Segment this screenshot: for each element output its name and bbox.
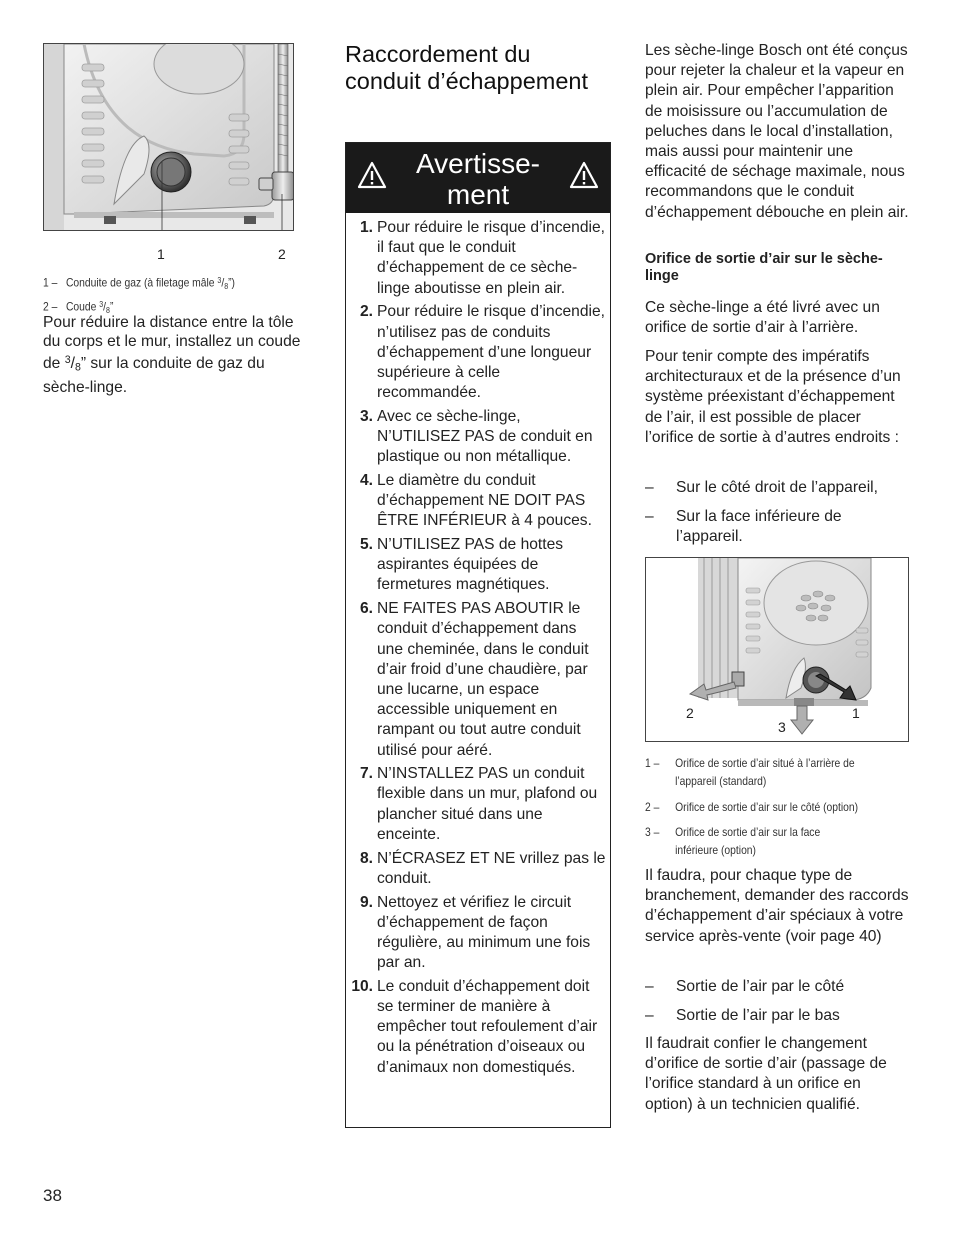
fraction-denominator: 8 (224, 281, 229, 291)
warning-item (346, 977, 606, 1078)
caption-number: 2 – (43, 299, 58, 314)
warning-list (346, 218, 606, 1078)
item-text: N’ÉCRASEZ ET NE vrillez pas le conduit. (377, 849, 606, 887)
dryer-gas-connection-figure (43, 43, 294, 231)
fraction-slash: / (70, 354, 75, 372)
caption-text: Conduite de gaz (à filetage mâle (65, 275, 218, 290)
caption-number: 3 – (645, 825, 660, 839)
warning-item (346, 535, 606, 596)
elbow-installation-paragraph (43, 313, 313, 397)
caption-text: l’appareil (standard) (675, 774, 767, 788)
warning-item (346, 764, 606, 845)
caption-text: Coude (65, 299, 100, 314)
caption-number: 2 – (645, 800, 660, 814)
warning-box (345, 142, 611, 1128)
warning-item (346, 407, 606, 468)
item-text: N’INSTALLEZ PAS un conduit flexible dans un mur, plafond ou plancher situé dans une enceinte. (377, 765, 598, 843)
item-number: 10. (351, 977, 373, 995)
figure-caption-3 (645, 823, 820, 859)
item-text: Le diamètre du conduit d’échappement NE DOIT PAS ÊTRE INFÉRIEUR à 4 pouces. (377, 471, 592, 530)
item-number: 5. (359, 536, 373, 554)
bullet-item (645, 478, 910, 498)
special-fittings-paragraph: Il faudra, pour chaque type de branchement, demander des raccords d’échappement d’air spéciaux à votre service après-vente (voir page 40) (645, 867, 909, 945)
bullet-text: Sur la face inférieure de l’appareil. (676, 508, 842, 546)
item-text: N’UTILISEZ PAS de hottes aspirantes équipées de fermetures magnétiques. (377, 536, 564, 594)
warning-item (346, 893, 606, 974)
figure-callout-2: 2 (278, 246, 286, 262)
technician-paragraph: Il faudrait confier le changement d’orifice de sortie d’air (passage de l’orifice standard à un orifice en option) à un technicien qualifié. (645, 1035, 887, 1113)
bullet-dash: – (645, 479, 654, 496)
bullet-text: Sur le côté droit de l’appareil, (676, 479, 878, 496)
figure-callout-3: 3 (778, 719, 786, 735)
fraction-denominator: 8 (106, 305, 110, 315)
subheading: Orifice de sortie d’air sur le sèche-linge (645, 251, 883, 284)
figure-caption-1 (645, 754, 855, 790)
figure-callout-2: 2 (686, 705, 694, 721)
caption-text: Orifice de sortie d’air sur la face (675, 825, 821, 839)
alternate-locations-paragraph: Pour tenir compte des impératifs architecturaux et de la présence d’un système préexistant d’échappement de l’air, il est possible de placer l’orifice de sortie à d’autres endroits : (645, 348, 901, 446)
warning-triangle-icon (569, 161, 599, 189)
dryer-back-gas-pipe-illustration (44, 44, 293, 230)
warning-item (346, 849, 606, 889)
item-number: 7. (359, 765, 373, 783)
item-number: 9. (359, 893, 373, 911)
item-number: 6. (359, 600, 373, 618)
caption-text-end: ”) (228, 275, 235, 290)
figure-callout-1: 1 (852, 705, 860, 721)
item-number: 2. (359, 303, 373, 321)
warning-item (346, 471, 606, 532)
fraction-slash: / (221, 275, 225, 290)
warning-item (346, 302, 606, 403)
page-number: 38 (43, 1186, 62, 1205)
caption-number: 1 – (645, 756, 660, 770)
rear-outlet-paragraph: Ce sèche-linge a été livré avec un orifice de sortie d’air à l’arrière. (645, 299, 880, 337)
bullet-item (645, 1006, 910, 1026)
item-text: Le conduit d’échappement doit se terminer de manière à empêcher tout refoulement d’air ou la pénétration d’oiseaux ou d’animaux non domestiqués. (377, 977, 598, 1076)
caption-text-end: ” (109, 299, 114, 314)
bullet-dash: – (645, 978, 654, 995)
warning-header (346, 143, 610, 213)
warning-title: Avertisse- ment (416, 148, 540, 210)
item-text: Avec ce sèche-linge, N’UTILISEZ PAS de conduit en plastique ou non métallique. (377, 407, 593, 466)
paragraph-text: Pour réduire la distance entre la tôle du corps et le mur, installez un coude de (43, 314, 301, 372)
bullet-item (645, 507, 910, 547)
fraction-numerator: 3 (64, 354, 71, 366)
item-text: Nettoyez et vérifiez le circuit d’échappement de façon régulière, au minimum une fois par an. (377, 893, 591, 972)
bullet-dash: – (645, 508, 654, 525)
warning-item (346, 599, 606, 761)
fraction-slash: / (103, 299, 107, 314)
bullet-dash: – (645, 1007, 654, 1024)
item-number: 4. (359, 471, 373, 489)
figure-caption-2 (645, 798, 858, 816)
caption-number: 1 – (43, 275, 58, 290)
item-text: NE FAITES PAS ABOUTIR le conduit d’échappement dans une cheminée, dans le conduit d’air froid d’une chaudière, par une lucarne, un espace accessible uniquement en rampant ou tout autre conduit utilisé pour aéré. (377, 600, 589, 759)
caption-text: inférieure (option) (675, 843, 756, 857)
item-number: 8. (359, 849, 373, 867)
paragraph-text-end: ” sur la conduite de gaz du sèche-linge. (43, 354, 265, 396)
caption-text: Orifice de sortie d’air sur le côté (option) (675, 800, 859, 814)
item-number: 1. (359, 219, 373, 236)
item-text: Pour réduire le risque d’incendie, n’utilisez pas de conduits d’échappement d’une longueur supérieure à celle recommandée. (377, 303, 605, 402)
fraction-denominator: 8 (74, 361, 81, 374)
item-text: Pour réduire le risque d’incendie, il faut que le conduit d’échappement de ce sèche-linge aboutisse en plein air. (377, 219, 605, 297)
dryer-outlet-options-figure (645, 557, 909, 742)
figure-caption-1 (43, 272, 235, 296)
caption-text: Orifice de sortie d’air situé à l’arrière de (675, 756, 855, 770)
figure-callout-1: 1 (157, 246, 165, 262)
item-number: 3. (359, 407, 373, 425)
fraction-numerator: 3 (217, 276, 222, 285)
fraction-numerator: 3 (99, 300, 104, 309)
section-heading: Raccordement du conduit d’échappement (345, 41, 589, 94)
bullet-item (645, 977, 910, 997)
warning-item (346, 218, 606, 299)
intro-paragraph: Les sèche-linge Bosch ont été conçus pour rejeter la chaleur et la vapeur en plein air. Pour empêcher l’apparition de moisissure ou l’accumulation de peluches dans le local d’installation, mais aussi pour maintenir une efficacité de séchage maximale, nous recommandons que le conduit d’échappement débouche en plein air. (645, 42, 909, 221)
bullet-text: Sortie de l’air par le bas (676, 1007, 840, 1024)
bullet-text: Sortie de l’air par le côté (676, 978, 845, 995)
